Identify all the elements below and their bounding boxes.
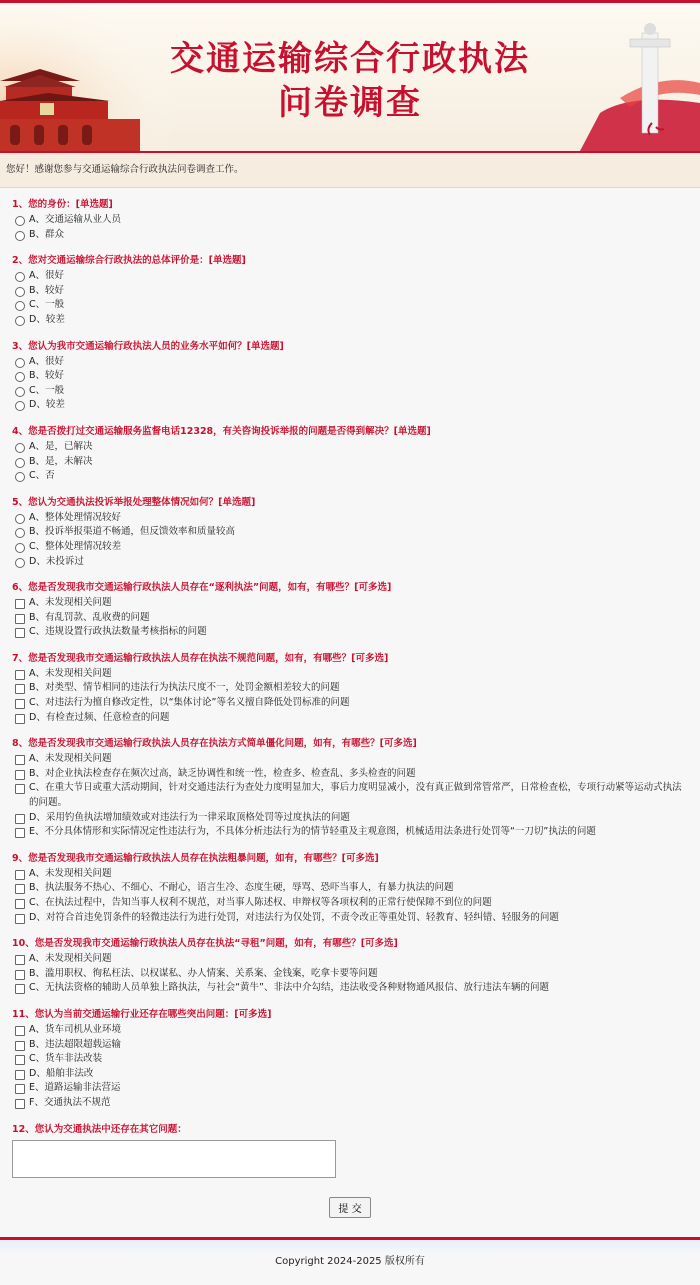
- questionnaire: [0, 196, 700, 1181]
- option-label: E、不分具体情形和实际情况定性违法行为，不具体分析违法行为的情节轻重及主观意图，机械适用法条进行处罚等“一刀切”执法的问题: [29, 826, 596, 838]
- option-label: A、未发现相关问题: [29, 753, 112, 765]
- option-label: C、货车非法改装: [29, 1053, 103, 1065]
- option-label: C、对违法行为擅自修改定性，以“集体讨论”等名义擅自降低处罚标准的问题: [29, 697, 350, 709]
- option-label: C、在重大节日或重大活动期间，针对交通违法行为查处力度明显加大，事后力度明显减小，没有真正做到常管常严，日常检查松，专项行动紧等运动式执法的问题。: [29, 782, 682, 809]
- radio-button[interactable]: [15, 528, 25, 538]
- checkbox[interactable]: [15, 1055, 25, 1065]
- radio-button[interactable]: [15, 316, 25, 326]
- question-6: [12, 579, 688, 640]
- option-label: B、违法超限超载运输: [29, 1038, 122, 1050]
- footer: [0, 1237, 700, 1285]
- option-label: B、滥用职权、徇私枉法、以权谋私、办人情案、关系案、金钱案，吃拿卡要等问题: [29, 967, 378, 979]
- option-label: C、无执法资格的辅助人员单独上路执法，与社会“黄牛”、非法中介勾结，违法收受各种财物通风报信、放行违法车辆的问题: [29, 982, 549, 994]
- option-label: B、有乱罚款、乱收费的问题: [29, 611, 150, 623]
- other-issues-textarea[interactable]: [12, 1140, 336, 1178]
- question-title: 9、您是否发现我市交通运输行政执法人员存在执法粗暴问题，如有，有哪些？[可多选]: [12, 852, 379, 864]
- question-1: [12, 196, 688, 242]
- checkbox[interactable]: [15, 670, 25, 680]
- option-item[interactable]: [12, 896, 688, 911]
- option-label: B、群众: [29, 228, 65, 240]
- option-item[interactable]: [12, 752, 688, 767]
- option-item[interactable]: [12, 952, 688, 967]
- question-8: [12, 735, 688, 840]
- option-label: C、在执法过程中，告知当事人权利不规范，对当事人陈述权、申辩权等各项权利的正常行使保障不到位的问题: [29, 897, 492, 908]
- question-title: 12、您认为交通执法中还存在其它问题：: [12, 1123, 187, 1135]
- question-4: [12, 423, 688, 484]
- question-10: [12, 935, 688, 996]
- option-item[interactable]: [12, 1038, 688, 1053]
- question-title: 5、您认为交通执法投诉举报处理整体情况如何？[单选题]: [12, 496, 256, 508]
- option-item[interactable]: [12, 213, 688, 228]
- question-title: 7、您是否发现我市交通运输行政执法人员存在执法不规范问题，如有，有哪些？[可多选]: [12, 652, 389, 664]
- option-item[interactable]: [12, 398, 688, 413]
- checkbox[interactable]: [15, 899, 25, 909]
- greeting-bar: 您好！感谢您参与交通运输综合行政执法问卷调查工作。: [0, 153, 700, 188]
- checkbox[interactable]: [15, 914, 25, 924]
- option-label: D、采用钓鱼执法增加绩效或对违法行为一律采取顶格处罚等过度执法的问题: [29, 811, 350, 823]
- checkbox[interactable]: [15, 628, 25, 638]
- option-item[interactable]: [12, 440, 688, 455]
- option-item[interactable]: [12, 667, 688, 682]
- option-label: B、投诉举报渠道不畅通，但反馈效率和质量较高: [29, 526, 236, 538]
- radio-button[interactable]: [15, 216, 25, 226]
- checkbox[interactable]: [15, 1041, 25, 1051]
- checkbox[interactable]: [15, 970, 25, 980]
- option-item[interactable]: [12, 967, 688, 982]
- radio-button[interactable]: [15, 301, 25, 311]
- option-label: B、对类型、情节相同的违法行为执法尺度不一，处罚金额相差较大的问题: [29, 682, 340, 694]
- option-label: B、较好: [29, 370, 65, 382]
- option-label: A、未发现相关问题: [29, 953, 112, 965]
- question-2: [12, 252, 688, 327]
- option-item[interactable]: [12, 511, 688, 526]
- checkbox[interactable]: [15, 1099, 25, 1109]
- option-label: A、未发现相关问题: [29, 667, 112, 679]
- option-label: C、一般: [29, 384, 65, 396]
- question-11: [12, 1006, 688, 1111]
- option-label: A、是，已解决: [29, 440, 93, 452]
- checkbox[interactable]: [15, 784, 25, 794]
- option-label: F、交通执法不规范: [29, 1096, 111, 1108]
- option-item[interactable]: [12, 681, 688, 696]
- radio-button[interactable]: [15, 514, 25, 524]
- option-label: C、否: [29, 470, 55, 482]
- question-title: 3、您认为我市交通运输行政执法人员的业务水平如何？[单选题]: [12, 340, 284, 352]
- option-item[interactable]: [12, 540, 688, 555]
- option-item[interactable]: [12, 384, 688, 399]
- radio-button[interactable]: [15, 272, 25, 282]
- checkbox[interactable]: [15, 1026, 25, 1036]
- radio-button[interactable]: [15, 458, 25, 468]
- checkbox[interactable]: [15, 714, 25, 724]
- checkbox[interactable]: [15, 814, 25, 824]
- option-label: D、船舶非法改: [29, 1067, 94, 1079]
- radio-button[interactable]: [15, 558, 25, 568]
- checkbox[interactable]: [15, 755, 25, 765]
- page-title: [0, 37, 700, 125]
- question-7: [12, 650, 688, 725]
- option-label: C、一般: [29, 299, 65, 311]
- option-label: C、整体处理情况较差: [29, 540, 122, 552]
- question-title: 1、您的身份：[单选题]: [12, 199, 113, 210]
- question-title: 6、您是否发现我市交通运输行政执法人员存在“逐利执法”问题，如有，有哪些？[可多选]: [12, 582, 392, 594]
- checkbox[interactable]: [15, 699, 25, 709]
- option-item[interactable]: [12, 911, 688, 926]
- option-item[interactable]: [12, 711, 688, 726]
- option-item[interactable]: [12, 767, 688, 782]
- option-item[interactable]: [12, 284, 688, 299]
- option-label: D、较差: [29, 399, 65, 411]
- radio-button[interactable]: [15, 231, 25, 241]
- title-line-1: 交通运输综合行政执法: [170, 39, 530, 79]
- option-label: B、是，未解决: [29, 455, 93, 467]
- option-item[interactable]: [12, 981, 688, 996]
- option-item[interactable]: [12, 696, 688, 711]
- option-item[interactable]: [12, 298, 688, 313]
- option-item[interactable]: [12, 611, 688, 626]
- question-title: 4、您是否拨打过交通运输服务监督电话12328，有关咨询投诉举报的问题是否得到解决？[单选题]: [12, 425, 431, 437]
- option-label: A、未发现相关问题: [29, 867, 112, 879]
- radio-button[interactable]: [15, 472, 25, 482]
- checkbox[interactable]: [15, 828, 25, 838]
- checkbox[interactable]: [15, 770, 25, 780]
- option-label: A、很好: [29, 270, 64, 282]
- option-item[interactable]: [12, 269, 688, 284]
- option-item[interactable]: [12, 1023, 688, 1038]
- question-title: 10、您是否发现我市交通运输行政执法人员存在执法“寻租”问题，如有，有哪些？[可多选]: [12, 938, 398, 950]
- checkbox[interactable]: [15, 599, 25, 609]
- question-9: [12, 850, 688, 925]
- radio-button[interactable]: [15, 443, 25, 453]
- option-item[interactable]: [12, 1052, 688, 1067]
- option-label: A、交通运输从业人员: [29, 214, 121, 225]
- option-item[interactable]: [12, 369, 688, 384]
- option-item[interactable]: [12, 625, 688, 640]
- checkbox[interactable]: [15, 1084, 25, 1094]
- option-item[interactable]: [12, 455, 688, 470]
- header-banner: [0, 3, 700, 153]
- option-item[interactable]: [12, 867, 688, 882]
- option-item[interactable]: [12, 811, 688, 826]
- checkbox[interactable]: [15, 955, 25, 965]
- option-label: B、对企业执法检查存在频次过高，缺乏协调性和统一性，检查多、检查乱、多头检查的问题: [29, 767, 416, 779]
- option-label: A、整体处理情况较好: [29, 511, 121, 523]
- option-label: D、对符合首违免罚条件的轻微违法行为进行处罚，对违法行为仅处罚，不责令改正等重处罚、轻教育、轻纠错、轻服务的问题: [29, 911, 559, 923]
- option-item[interactable]: [12, 1081, 688, 1096]
- radio-button[interactable]: [15, 387, 25, 397]
- question-5: [12, 494, 688, 569]
- checkbox[interactable]: [15, 870, 25, 880]
- option-item[interactable]: [12, 228, 688, 243]
- option-item[interactable]: [12, 1067, 688, 1082]
- option-item[interactable]: [12, 596, 688, 611]
- radio-button[interactable]: [15, 287, 25, 297]
- checkbox[interactable]: [15, 1070, 25, 1080]
- submit-button[interactable]: 提 交: [329, 1197, 370, 1218]
- question-title: 2、您对交通运输综合行政执法的总体评价是：[单选题]: [12, 255, 246, 267]
- option-item[interactable]: [12, 781, 688, 810]
- option-label: D、有检查过频、任意检查的问题: [29, 711, 170, 723]
- checkbox[interactable]: [15, 884, 25, 894]
- option-label: A、很好: [29, 355, 64, 367]
- radio-button[interactable]: [15, 358, 25, 368]
- copyright-text: Copyright 2024-2025 版权所有: [275, 1256, 425, 1267]
- option-label: C、违规设置行政执法数量考核指标的问题: [29, 626, 207, 638]
- option-label: A、未发现相关问题: [29, 597, 112, 609]
- option-item[interactable]: [12, 355, 688, 370]
- option-item[interactable]: [12, 881, 688, 896]
- checkbox[interactable]: [15, 984, 25, 994]
- option-item[interactable]: [12, 313, 688, 328]
- title-line-2: 问卷调查: [278, 83, 422, 123]
- question-3: [12, 338, 688, 413]
- radio-button[interactable]: [15, 372, 25, 382]
- option-label: A、货车司机从业环境: [29, 1023, 121, 1035]
- option-item[interactable]: [12, 469, 688, 484]
- radio-button[interactable]: [15, 543, 25, 553]
- question-title: 11、您认为当前交通运输行业还存在哪些突出问题：[可多选]: [12, 1008, 272, 1020]
- question-title: 8、您是否发现我市交通运输行政执法人员存在执法方式简单僵化问题，如有，有哪些？[可多选]: [12, 738, 417, 750]
- question-12: [12, 1121, 688, 1181]
- submit-area: [0, 1197, 700, 1218]
- option-label: E、道路运输非法营运: [29, 1082, 121, 1094]
- option-item[interactable]: [12, 825, 688, 840]
- option-label: B、执法服务不热心、不细心、不耐心，语言生冷、态度生硬，辱骂、恐吓当事人，有暴力执法的问题: [29, 882, 454, 894]
- checkbox[interactable]: [15, 684, 25, 694]
- option-item[interactable]: [12, 525, 688, 540]
- option-label: B、较好: [29, 284, 65, 296]
- option-item[interactable]: [12, 555, 688, 570]
- checkbox[interactable]: [15, 614, 25, 624]
- option-item[interactable]: [12, 1096, 688, 1111]
- option-label: D、未投诉过: [29, 555, 84, 567]
- radio-button[interactable]: [15, 401, 25, 411]
- option-label: D、较差: [29, 313, 65, 325]
